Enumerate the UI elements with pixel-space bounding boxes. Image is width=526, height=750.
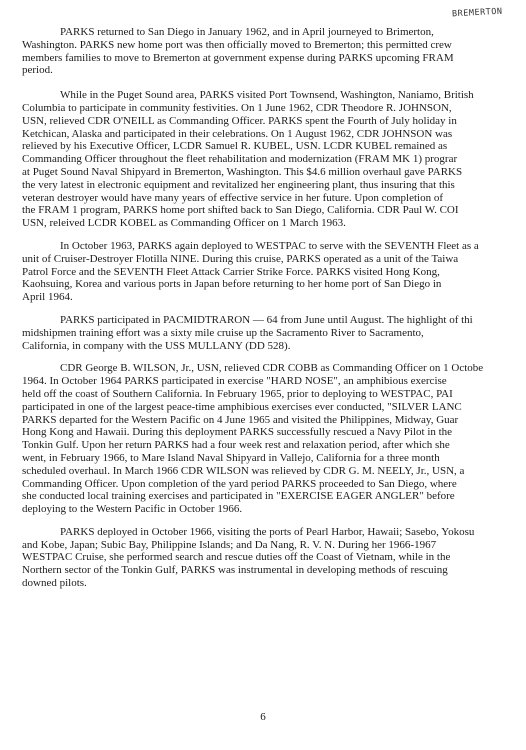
paragraph	[22, 240, 526, 304]
text-line: In October 1963, PARKS again deployed to WESTPAC to serve with the SEVENTH Fleet as a	[60, 239, 479, 252]
text-line: Commanding Officer throughout the fleet rehabilitation and modernization (FRAM MK 1) prograr	[22, 153, 458, 166]
text-line: members families to move to Bremerton at government expense during PARKS upcoming FRAM	[22, 51, 454, 64]
text-line: unit of Cruiser-Destroyer Flotilla NINE. During this cruise, PARKS operated as a unit of the Taiwa	[22, 252, 459, 265]
text-line: and Kobe, Japan; Subic Bay, Philippine Islands; and Da Nang, R. V. N. During her 1966-1967	[22, 538, 437, 551]
text-line: April 1964.	[22, 291, 73, 304]
text-line: went, in February 1966, to Mare Island Naval Shipyard in Vallejo, California for a three month	[22, 451, 440, 464]
text-line: midshipmen training effort was a sixty mile cruise up the Sacramento River to Sacramento,	[22, 326, 424, 339]
text-line: the FRAM 1 program, PARKS home port shifted back to San Diego, California. CDR Paul W. COI	[22, 204, 459, 217]
text-line: at Puget Sound Naval Shipyard in Bremerton, Washington. This $4.6 million overhaul gave PARKS	[22, 165, 463, 178]
text-line: USN, releived LCDR KOBEL as Commanding Officer on 1 March 1963.	[22, 217, 346, 230]
text-line: downed pilots.	[22, 577, 87, 590]
text-line: PARKS returned to San Diego in January 1962, and in April journeyed to Brimerton,	[60, 26, 434, 38]
handwritten-annotation: BREMERTON	[451, 6, 503, 20]
text-line: relieved by his Executive Officer, LCDR Samuel R. KUBEL, USN. LCDR KUBEL remained as	[22, 140, 448, 153]
text-line: participated in one of the largest peace-time amphibious exercises ever conducted, "SILVER LANC	[22, 400, 462, 413]
paragraph	[22, 314, 526, 352]
text-line: the very latest in electronic equipment and revitalized her engineering plant, thus insuring that this	[22, 178, 455, 191]
text-line: WESTPAC Cruise, she performed search and rescue duties off the Coast of Vietnam, while in the	[22, 551, 451, 564]
paragraph	[22, 362, 526, 516]
text-line: 1964. In October 1964 PARKS participated in exercise "HARD NOSE", an amphibious exercise	[22, 375, 447, 388]
text-line: she conducted local training exercises and participated in "EXERCISE EAGER ANGLER" before	[22, 490, 455, 503]
text-line: deploying to the Western Pacific in October 1966.	[22, 503, 243, 516]
text-line: While in the Puget Sound area, PARKS visited Port Townsend, Washington, Naniamo, British	[60, 89, 474, 102]
text-line: Patrol Force and the SEVENTH Fleet Attack Carrier Strike Force. PARKS visited Hong Kong,	[22, 265, 440, 278]
paragraph	[22, 526, 526, 590]
text-line: PARKS departed for the Western Pacific on 4 June 1965 and visited the Philippines, Midway, Guar	[22, 413, 459, 426]
text-line: CDR George B. WILSON, Jr., USN, relieved CDR COBB as Commanding Officer on 1 Octobe	[60, 362, 484, 375]
text-line: Columbia to participate in community festivities. On 1 June 1962, CDR Theodore R. JOHNSON,	[22, 101, 452, 114]
text-line: Hong Kong and Hawaii. During this deployment PARKS successfully rescued a Navy Pilot in the	[22, 426, 453, 439]
text-line: held off the coast of Southern California. In February 1965, prior to deploying to WESTPAC, PAI	[22, 387, 453, 400]
text-line: veteran destroyer would have many years of effective service in her future. Upon completion of	[22, 191, 443, 204]
text-line: Northern sector of the Tonkin Gulf, PARKS was instrumental in developing methods of rescuing	[22, 564, 448, 577]
text-line: PARKS deployed in October 1966, visiting the ports of Pearl Harbor, Hawaii; Sasebo, Yokosu	[60, 525, 475, 538]
page-number: 6	[260, 711, 266, 723]
text-line: PARKS participated in PACMIDTRARON — 64 from June until August. The highlight of thi	[60, 313, 473, 326]
text-line: Washington. PARKS new home port was then officially moved to Bremerton; this permitted crew	[22, 38, 452, 51]
text-line: Ketchican, Alaska and participated in their celebrations. On 1 August 1962, CDR JOHNSON was	[22, 127, 453, 140]
text-line: California, in company with the USS MULLANY (DD 528).	[22, 339, 291, 352]
paragraph	[22, 89, 526, 230]
text-line: period.	[22, 64, 53, 77]
text-line: Tonkin Gulf. Upon her return PARKS had a four week rest and relaxation period, after which she	[22, 439, 450, 452]
body-text	[22, 26, 526, 599]
text-line: USN, relieved CDR O'NEILL as Commanding Officer. PARKS spent the Fourth of July holiday in	[22, 114, 457, 127]
paragraph	[22, 26, 526, 77]
text-line: Commanding Officer. Upon completion of the yard period PARKS proceeded to San Diego, where	[22, 477, 457, 490]
text-line: Kaohsuing, Korea and various ports in Japan before returning to her home port of San Diego in	[22, 278, 442, 291]
text-line: scheduled overhaul. In March 1966 CDR WILSON was relieved by CDR G. M. NEELY, Jr., USN, a	[22, 464, 465, 477]
